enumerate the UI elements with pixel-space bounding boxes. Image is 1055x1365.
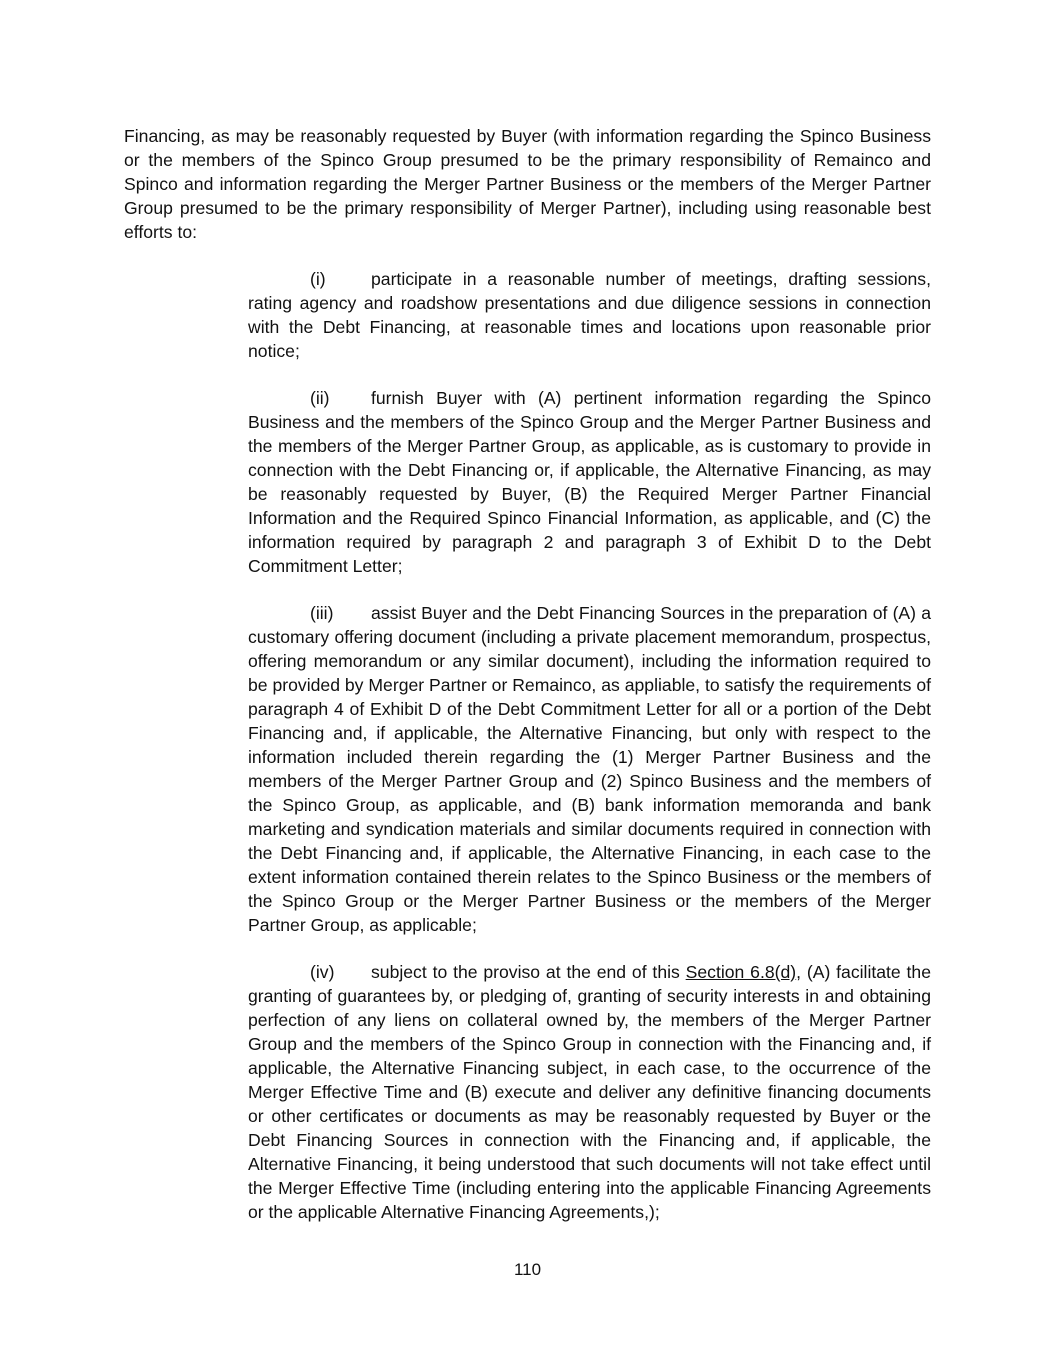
clause-text: furnish Buyer with (A) pertinent information regarding the Spinco Business and the members of the Spinco Group and the Merger Partner Business and the members of the Merger Partner Group, as applicable, as is customary to provide in connection with the Debt Financing or, if applicable, the Alternative Financing, as may be reasonably requested by Buyer, (B) the Required Merger Partner Financial Information and the Required Spinco Financial Information, as applicable, and (C) the information required by paragraph 2 and paragraph 3 of Exhibit D to the Debt Commitment Letter; bbox=[248, 388, 931, 576]
intro-paragraph: Financing, as may be reasonably requested by Buyer (with information regarding the Spinco Business or the members of the Spinco Group presumed to be the primary responsibility of Remainco and Spinco and information regarding the Merger Partner Business or the members of the Merger Partner Group presumed to be the primary responsibility of Merger Partner), including using reasonable best efforts to: bbox=[124, 126, 931, 242]
clause-iii bbox=[248, 601, 931, 937]
clause-text: participate in a reasonable number of meetings, drafting sessions, rating agency and roadshow presentations and due diligence sessions in connection with the Debt Financing, at reasonable times and locations upon reasonable prior notice; bbox=[248, 269, 931, 361]
document-page bbox=[124, 124, 931, 1247]
clause-text: assist Buyer and the Debt Financing Sources in the preparation of (A) a customary offering document (including a private placement memorandum, prospectus, offering memorandum or any similar document), including the information required to be provided by Merger Partner or Remainco, as appliable, to satisfy the requirements of paragraph 4 of Exhibit D of the Debt Commitment Letter for all or a portion of the Debt Financing and, if applicable, the Alternative Financing, but only with respect to the information included therein regarding the (1) Merger Partner Business and the members of the Merger Partner Group and (2) Spinco Business and the members of the Spinco Group, as applicable, and (B) bank information memoranda and bank marketing and syndication materials and similar documents required in connection with the Debt Financing and, if applicable, the Alternative Financing, in each case to the extent information contained therein relates to the Spinco Business or the members of the Spinco Group or the Merger Partner Business or the members of the Merger Partner Group, as applicable; bbox=[248, 603, 931, 935]
clause-ii bbox=[248, 386, 931, 578]
clause-iv bbox=[248, 960, 931, 1224]
clause-label: (i) bbox=[310, 269, 326, 289]
section-reference-link[interactable]: Section 6.8(d) bbox=[685, 962, 797, 982]
clause-text: subject to the proviso at the end of this bbox=[371, 962, 686, 982]
clause-label: (iii) bbox=[310, 603, 334, 623]
clause-text: , (A) facilitate the granting of guarantees by, or pledging of, granting of security interests in and obtaining perfection of any liens on collateral owned by, the members of the Merger Partner Group and the members of the Spinco Group in connection with the Financing and, if applicable, the Alternative Financing subject, in each case, to the occurrence of the Merger Effective Time and (B) execute and deliver any definitive financing documents or other certificates or documents as may be reasonably requested by Buyer or the Debt Financing Sources in connection with the Financing and, if applicable, the Alternative Financing, it being understood that such documents will not take effect until the Merger Effective Time (including entering into the applicable Financing Agreements or the applicable Alternative Financing Agreements,); bbox=[248, 962, 931, 1222]
clause-label: (iv) bbox=[310, 962, 335, 982]
clause-i bbox=[248, 267, 931, 363]
clause-label: (ii) bbox=[310, 388, 330, 408]
page-number: 110 bbox=[513, 1260, 542, 1279]
